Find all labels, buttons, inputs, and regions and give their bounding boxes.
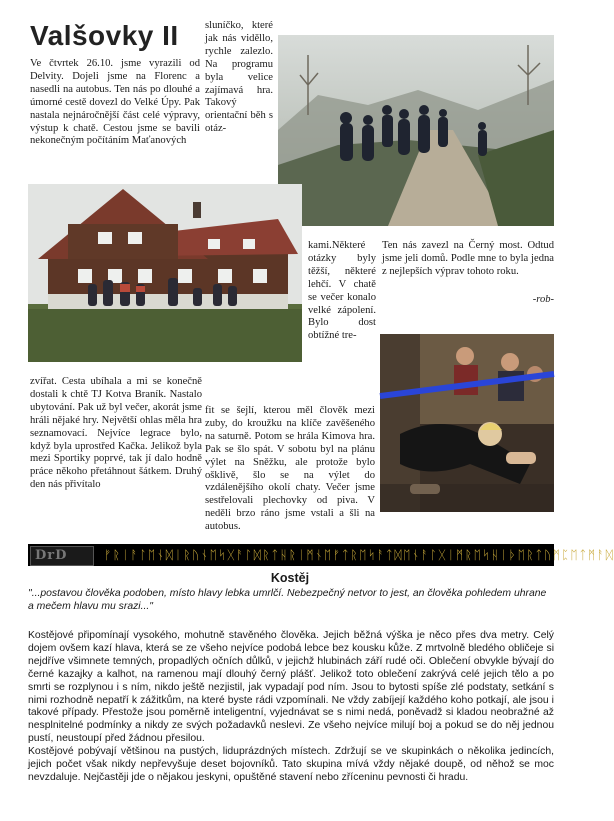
article-signature: -rob- <box>532 294 554 305</box>
drd-banner <box>28 544 614 566</box>
section-paragraph-2: Kostějové pobývají většinou na pustých, liduprázdných místech. Zdržují se ve skupinkách o několika jedincích, jejich počet však nikdy nepřevyšuje deset bojovníků. Tato skupina mívá vždy nějaké doupě, od něhož se moc nevzdaluje. Nejčastěji jde o nějakou jeskyni, opuštěné stavení nebo zříceninu pevnosti či hradu. <box>28 746 554 783</box>
section-title: Kostěj <box>270 571 310 585</box>
article-title: Valšovky II <box>30 20 179 51</box>
indoor-game-image <box>380 334 554 512</box>
text-col1-bottom: zvířat. Cesta ubíhala a mi se konečně dostali k chtě TJ Kotva Braník. Nastalo ubytování. Pak už byl večer, akorát jsme hráli nějaké hry. Největší ohlas měla hra seznamovací. Nejvíce legrace bylo, když byla uprostřed Kačka. Jelikož byla mezi Sportiky poprvé, tak jí dalo hodně práce někoho přetáhnout šátkem. Druhý den nás přivítalo <box>30 376 202 491</box>
text-col3-top: Ten nás zavezl na Černý most. Odtud jsme jeli domů. Podle mne to byla jedna z nejlepších výprav tohoto roku. <box>382 240 554 277</box>
text-col1-top: Ve čtvrtek 26.10. jsme vyrazili od Delvity. Dojeli jsme na Florenc a nasedli na autobus. Ten nás po dlouhé a úmorné cestě dovezl do Velké Úpy. Pak nastala nejnáročnější část celé výpravy, výstup k chatě. Cestou jsme se bavili nekonečným počítáním Maťanových <box>30 58 200 147</box>
drd-logo <box>30 546 94 566</box>
photo-chalet <box>28 184 302 362</box>
section-body <box>28 630 554 785</box>
text-col2-bottom: fit se šejlí, kterou měl člověk mezi zuby, do kroužku na klíče zavěšeného na saturně. Potom se hrála Kimova hra. Pak se šlo spát. V sobotu byl na plánu výlet na Sněžku, ale protože bylo ošklivě, šlo se na výlet do vzdálenějšího okolí chaty. Večer jsme sestřelovali plechovky od piva. V neděli brzo ráno jsme vstali a šli na autobus. <box>205 405 375 533</box>
rune-strip: ᚠᚱᛁᚨᛚᛖᚾᛞᛁᚱᚢᚾᛖᛋᚷᚨᛚᛞᚱᛏᚺᚱᛁᛗᚾᛖᚠᛏᚱᛖᛋᚨᛏᛞᛖᚾᚨᛚᚷᛁᛗᚱᛖᛋᚺᛁᚦᛖᚱᛏᚢᛗᛈᛖᛏᛗᚨᛞ <box>104 548 614 562</box>
chalet-image <box>28 184 302 362</box>
text-col2-mid: kami.Některé otázky byly těžší, některé lehčí. V chatě se večer konalo velké zápolení. Bylo dost obtížné tre- <box>308 240 376 342</box>
hikers-trail-image <box>278 35 554 226</box>
drd-logo-text: DrD <box>35 548 68 563</box>
section-quote: "...postavou člověka podoben, místo hlavy lebka umrlčí. Nebezpečný netvor to jest, an člověka pohledem uhrane a mečem hlavu mu srazi..." <box>28 588 547 612</box>
photo-indoor-game <box>380 334 554 512</box>
section-paragraph-1: Kostějové připomínají vysokého, mohutně stavěného člověka. Jejich běžná výška je něco přes dva metry. Celý dojem ovšem kazí hlava, která se ze všeho nejvíce podobá lebce bez kousku kůže. Z mrtvolně bledého obličeje si nejdříve všimnete temných, propadlých očních důlků, v jejichž hlubinách září rudé oči. Oblečení obvykle bývají do černé kazajky a kalhot, na ramenou mají dlouhý černý plášť. Jelikož toto oblečení zakrývá celé jejich tělo a po smrti se rozplynou i s ním, nikdo ještě nezjistil, jak vypadají pod ním. Jsou to bytosti spíše zlé podstaty, setkání s nimi rozhodně nepatří k zážitkům, na které byste rádi vzpomínali. Ne vždy zabíjejí každého koho potkají, ale jsou i takové případy. Přestože jsou poměrně inteligentní, vyjednávat se s nimi nedá, poněvadž si kladou neobražné až nesplnitelné podmínky a nikdy ze svých požadavků neslevi. Ze všeho nejvíce milují boj a pokud se do něj jednou pustí, neustoupí před žádnou přesilou. <box>28 630 554 745</box>
photo-hikers-trail <box>278 35 554 226</box>
text-col2-top: sluníčko, které jak nás viděllo, rychle zalezlo. Na programu byla velice zajímavá hra. Takový orientační běh s otáz- <box>205 20 273 135</box>
